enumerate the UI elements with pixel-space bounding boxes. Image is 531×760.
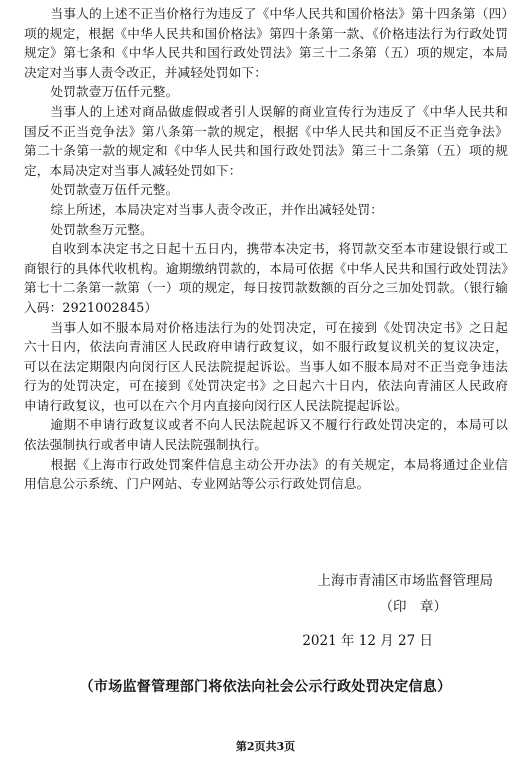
paragraph-penalty-2: 处罚款壹万伍仟元整。 — [50, 182, 179, 198]
paragraph-enforcement: 逾期不申请行政复议或者不向人民法院起诉又不履行行政处罚决定的，本局可以依法强制执行或者申请人民法院强制执行。 — [24, 417, 508, 453]
decision-body — [24, 4, 508, 494]
paragraph-payment: 自收到本决定书之日起十五日内，携带本决定书，将罚款交至本市建设银行或工商银行的具体代收机构。逾期缴纳罚款的，本局可依据《中华人民共和国行政处罚法》第七十二条第一款第（一）项的规定，每日按罚款数额的百分之三加处罚款。（银行输入码：2921002845） — [24, 241, 508, 315]
paragraph-penalty-total: 处罚款叁万元整。 — [50, 221, 153, 237]
paragraph-false-advertising: 当事人的上述对商品做虚假或者引人误解的商业宣传行为违反了《中华人民共和国反不正当竞争法》第八条第一款的规定，根据《中华人民共和国反不正当竞争法》第二十条第一款的规定和《中华人民共和国行政处罚法》第三十二条第（五）项的规定，本局决定对当事人减轻处罚如下： — [24, 103, 508, 178]
paragraph-disclosure: 根据《上海市行政处罚案件信息主动公开办法》的有关规定，本局将通过企业信用信息公示系统、门户网站、专业网站等公示行政处罚信息。 — [24, 456, 508, 492]
paragraph-appeal: 当事人如不服本局对价格违法行为的处罚决定，可在接到《处罚决定书》之日起六十日内，依法向青浦区人民政府申请行政复议，如不服行政复议机关的复议决定，可以在法定期限内向闵行区人民法院提起诉讼。当事人如不服本局对不正当竞争违法行为的处罚决定，可在接到《处罚决定书》之日起六十日内，依法向青浦区人民政府申请行政复议，也可以在六个月内直接向闵行区人民法院提起诉讼。 — [24, 319, 508, 413]
issuing-organization: 上海市青浦区市场监督管理局 — [317, 573, 493, 589]
signature-block — [237, 568, 497, 654]
seal-placeholder: （印 章） — [379, 599, 447, 615]
paragraph-penalty-1: 处罚款壹万伍仟元整。 — [50, 84, 179, 100]
public-notice: （市场监督管理部门将依法向社会公示行政处罚决定信息） — [79, 679, 452, 695]
page-number: 第2页共3页 — [235, 740, 296, 753]
paragraph-price-violation: 当事人的上述不正当价格行为违反了《中华人民共和国价格法》第十四条第（四）项的规定，根据《中华人民共和国价格法》第四十条第一款、《价格违法行为行政处罚规定》第七条和《中华人民共和国行政处罚法》第三十二条第（五）项的规定，本局决定对当事人责令改正，并减轻处罚如下： — [24, 6, 508, 80]
paragraph-summary: 综上所述，本局决定对当事人责令改正，并作出减轻处罚： — [50, 201, 384, 217]
decision-date: 2021 年 12 月 27 日 — [302, 633, 433, 649]
